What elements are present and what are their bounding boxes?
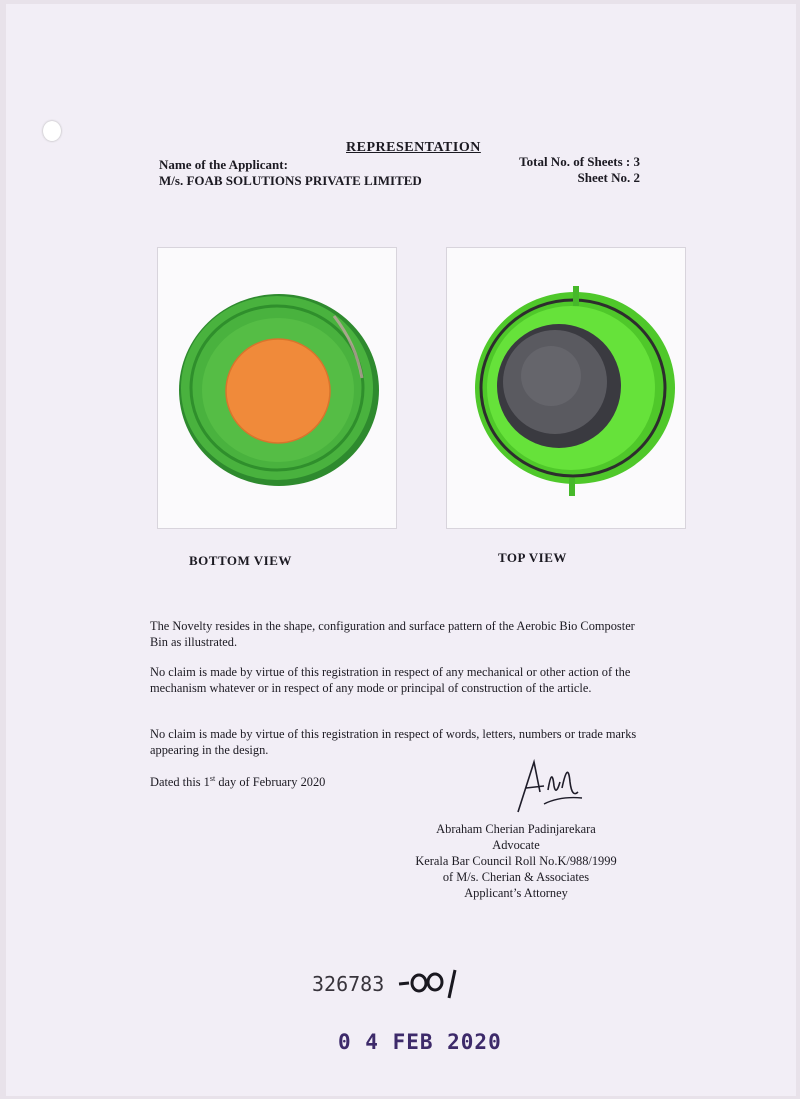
attorney-role: Advocate [492, 838, 540, 852]
applicant-block [159, 157, 422, 189]
application-number: 326783 [312, 972, 385, 996]
attorney-firm: of M/s. Cherian & Associates [442, 870, 590, 884]
mechanical-disclaimer: No claim is made by virtue of this registration in respect of any mechanical or other action of the mechanism whatever or in respect of any mode or principal of construction of the article. [150, 665, 631, 695]
words-disclaimer: No claim is made by virtue of this registration in respect of words, letters, numbers or trade marks appearing in the design. [150, 727, 637, 757]
applicant-name: M/s. FOAB SOLUTIONS PRIVATE LIMITED [159, 173, 422, 188]
bottom-view-illustration [158, 248, 396, 528]
attorney-signature [504, 752, 584, 818]
document-title: REPRESENTATION [346, 140, 481, 155]
document-page [6, 4, 796, 1096]
dated-prefix: Dated this 1 [150, 775, 210, 790]
attorney-roll: Kerala Bar Council Roll No.K/988/1999 [415, 854, 617, 868]
bottom-view-caption: BOTTOM VIEW [189, 553, 292, 568]
top-view-caption: TOP VIEW [498, 550, 567, 565]
total-sheets: Total No. of Sheets : 3 [519, 154, 640, 169]
novelty-statement: The Novelty resides in the shape, configuration and surface pattern of the Aerobic Bio Composter Bin as illustrated. [150, 619, 635, 649]
attorney-name: Abraham Cherian Padinjarekara [436, 822, 596, 836]
date-stamp: 0 4 FEB 2020 [338, 1030, 502, 1054]
attorney-block [386, 821, 646, 901]
dated-superscript: st [209, 774, 216, 783]
top-view-illustration [447, 248, 685, 528]
handwritten-suffix [397, 966, 467, 1000]
top-view-photo [446, 247, 686, 529]
applicant-label: Name of the Applicant: [159, 157, 288, 172]
attorney-title: Applicant’s Attorney [464, 886, 568, 900]
dated-line [150, 774, 325, 790]
bottom-view-photo [157, 247, 397, 529]
dated-suffix: day of February 2020 [215, 775, 326, 790]
punch-hole [43, 121, 61, 141]
sheet-number: Sheet No. 2 [577, 170, 640, 185]
sheet-info [519, 154, 640, 186]
